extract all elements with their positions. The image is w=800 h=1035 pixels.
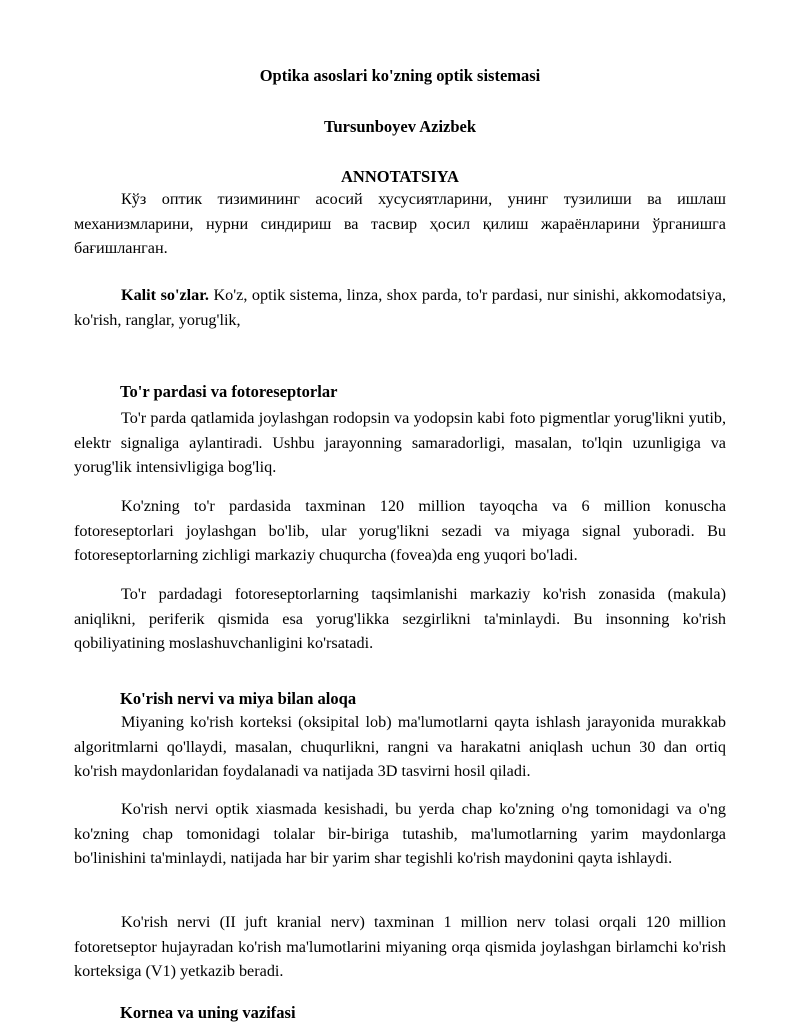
author-name: Tursunboyev Azizbek xyxy=(323,117,477,136)
document-title: Optika asoslari ko'zning optik sistemasi xyxy=(259,66,541,85)
keywords-label: Kalit so'zlar. xyxy=(121,286,209,304)
keywords-text: Ko'z, optik sistema, linza, shox parda, to'r pardasi, nur sinishi, akkomodatsiya, ko'rish, ranglar, yorug'lik, xyxy=(74,286,726,329)
annotation-heading: ANNOTATSIYA xyxy=(341,167,459,186)
section-heading-retina: To'r pardasi va fotoreseptorlar xyxy=(120,382,338,401)
paragraph-optic-nerve-2: Ko'rish nervi optik xiasmada kesishadi, bu yerda chap ko'zning o'ng tomonidagi va o'ng ko'zning chap tomonidagi tolalar bir-biriga tutashib, ma'lumotlarning yarim maydonlarga bo'linishini ta'minlaydi, natijada har bir yarim shar tegishli ko'rish maydonini qayta ishlaydi. xyxy=(74,800,726,867)
section-heading-optic-nerve: Ko'rish nervi va miya bilan aloqa xyxy=(120,689,357,708)
paragraph-optic-nerve-3: Ko'rish nervi (II juft kranial nerv) taxminan 1 million nerv tolasi orqali 120 million fotoretseptor hujayradan ko'rish ma'lumotlarini miyaning orqa qismida joylashgan birlamchi ko'rish korteksiga (V1) yetkazib beradi. xyxy=(74,913,726,980)
paragraph-optic-nerve-1: Miyaning ko'rish korteksi (oksipital lob) ma'lumotlarni qayta ishlash jarayonida murakkab algoritmlarni qo'llaydi, masalan, chuqurlikni, rangni va harakatni aniqlash uchun 30 dan ortiq ko'rish maydonlaridan foydalanadi va natijada 3D tasvirni hosil qiladi. xyxy=(74,713,726,780)
keywords-paragraph xyxy=(74,283,726,332)
section-heading-cornea: Kornea va uning vazifasi xyxy=(120,1003,296,1022)
paragraph-retina-3: To'r pardadagi fotoreseptorlarning taqsimlanishi markaziy ko'rish zonasida (makula) aniqlikni, periferik qismida esa yorug'likka sezgirlikni ta'minlaydi. Bu insonning ko'rish qobiliyatining moslashuvchanligini ko'rsatadi. xyxy=(74,585,726,652)
annotation-paragraph: Кўз оптик тизимининг асосий хусусиятларини, унинг тузилиши ва ишлаш механизмларини, нурни синдириш ва тасвир ҳосил қилиш жараёнларини ўрганишга бағишланган. xyxy=(74,190,726,257)
paragraph-retina-2: Ko'zning to'r pardasida taxminan 120 million tayoqcha va 6 million konuscha fotoreseptorlari joylashgan bo'lib, ular yorug'likni sezadi va miyaga signal yuboradi. Bu fotoreseptorlarning zichligi markaziy chuqurcha (fovea)da eng yuqori bo'ladi. xyxy=(74,497,726,564)
paragraph-retina-1: To'r parda qatlamida joylashgan rodopsin va yodopsin kabi foto pigmentlar yorug'likni yutib, elektr signaliga aylantiradi. Ushbu jarayonning samaradorligi, masalan, to'lqin uzunligiga va yorug'lik intensivligiga bog'liq. xyxy=(74,409,726,476)
